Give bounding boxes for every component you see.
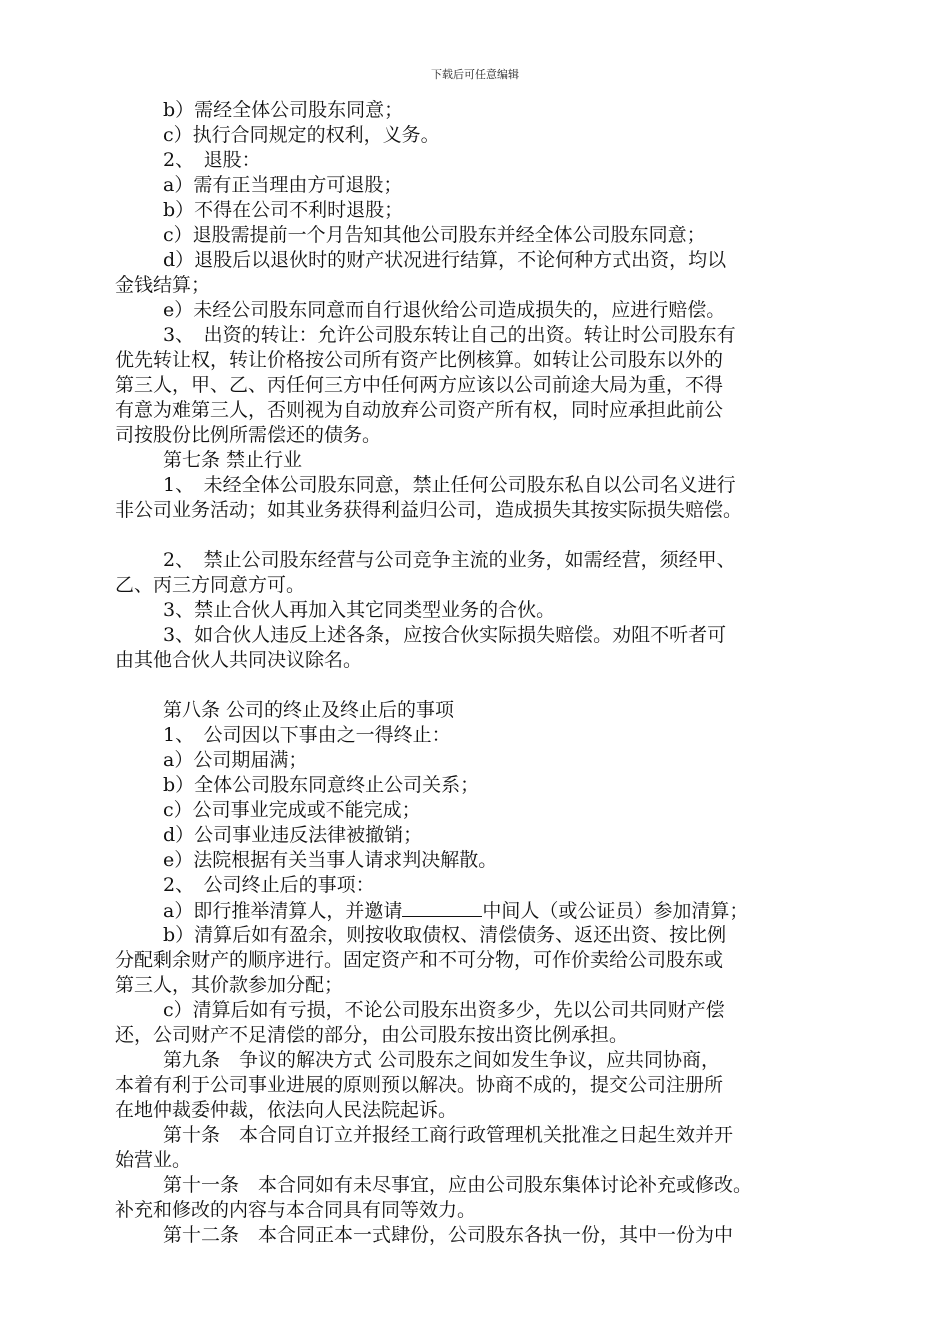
text-line — [115, 298, 855, 323]
line-text: e）法院根据有关当事人请求判决解散。 — [163, 849, 498, 871]
text-line — [115, 223, 855, 248]
line-text: 第九条 争议的解决方式 公司股东之间如发生争议，应共同协商， — [163, 1049, 721, 1071]
line-text: 在地仲裁委仲裁，依法向人民法院起诉。 — [115, 1099, 458, 1121]
text-line — [115, 173, 855, 198]
line-text: 乙、丙三方同意方可。 — [115, 574, 306, 596]
text-line — [115, 98, 855, 123]
text-line — [115, 698, 855, 723]
line-text: b）全体公司股东同意终止公司关系； — [163, 774, 480, 796]
text-line — [115, 1048, 855, 1073]
text-line — [115, 248, 855, 273]
line-text: 司按股份比例所需偿还的债务。 — [115, 424, 382, 446]
fill-in-blank — [402, 898, 482, 917]
line-text: a）需有正当理由方可退股； — [163, 174, 403, 196]
line-text: 始营业。 — [115, 1149, 192, 1171]
line-text: d）退股后以退伙时的财产状况进行结算，不论何种方式出资，均以 — [163, 249, 727, 271]
text-line — [115, 448, 855, 473]
line-text: c）退股需提前一个月告知其他公司股东并经全体公司股东同意； — [163, 224, 706, 246]
text-line — [115, 1098, 855, 1123]
text-line — [115, 798, 855, 823]
line-text: 还，公司财产不足清偿的部分，由公司股东按出资比例承担。 — [115, 1024, 629, 1046]
text-line — [115, 1023, 855, 1048]
text-line — [115, 1173, 855, 1198]
text-line — [115, 473, 855, 498]
line-text: b）清算后如有盈余，则按收取债权、清偿债务、返还出资、按比例 — [163, 924, 727, 946]
text-line — [115, 998, 855, 1023]
line-text: 2、 公司终止后的事项： — [163, 874, 375, 896]
text-line — [115, 1148, 855, 1173]
page-header: 下载后可任意编辑 — [431, 68, 519, 81]
line-text: 第十二条 本合同正本一式肆份，公司股东各执一份，其中一份为中 — [163, 1224, 734, 1246]
line-text: 2、 退股： — [163, 149, 261, 171]
text-line — [115, 948, 855, 973]
text-line — [115, 723, 855, 748]
text-line — [115, 573, 855, 598]
line-text: b）需经全体公司股东同意； — [163, 99, 404, 121]
line-text: a）即行推举清算人，并邀请 — [163, 900, 403, 922]
text-line — [115, 623, 855, 648]
line-text: 补充和修改的内容与本合同具有同等效力。 — [115, 1199, 477, 1221]
text-line — [115, 748, 855, 773]
line-text: 3、禁止合伙人再加入其它同类型业务的合伙。 — [163, 599, 556, 621]
line-text: 2、 禁止公司股东经营与公司竞争主流的业务，如需经营，须经甲、 — [163, 549, 736, 571]
text-line — [115, 548, 855, 573]
text-line — [115, 148, 855, 173]
text-line — [115, 648, 855, 673]
blank-line — [115, 673, 855, 698]
text-line — [115, 498, 855, 523]
line-text: 分配剩余财产的顺序进行。固定资产和不可分物，可作价卖给公司股东或 — [115, 949, 724, 971]
line-text: 1、 公司因以下事由之一得终止： — [163, 724, 451, 746]
line-text: 优先转让权，转让价格按公司所有资产比例核算。如转让公司股东以外的 — [115, 349, 724, 371]
line-text: 第七条 禁止行业 — [163, 449, 303, 471]
line-text: 第十一条 本合同如有未尽事宜，应由公司股东集体讨论补充或修改。 — [163, 1174, 753, 1196]
line-text: d）公司事业违反法律被撤销； — [163, 824, 423, 846]
text-line — [115, 273, 855, 298]
text-line — [115, 323, 855, 348]
text-line — [115, 973, 855, 998]
line-text: 本着有利于公司事业进展的原则预以解决。协商不成的，提交公司注册所 — [115, 1074, 724, 1096]
text-line — [115, 123, 855, 148]
line-text: 3、 出资的转让：允许公司股东转让自己的出资。转让时公司股东有 — [163, 324, 736, 346]
text-line — [115, 373, 855, 398]
text-line — [115, 348, 855, 373]
line-text: c）公司事业完成或不能完成； — [163, 799, 421, 821]
line-text: c）执行合同规定的权利，义务。 — [163, 124, 440, 146]
line-text: b）不得在公司不利时退股； — [163, 199, 404, 221]
text-line — [115, 848, 855, 873]
line-text: 有意为难第三人，否则视为自动放弃公司资产所有权，同时应承担此前公 — [115, 399, 724, 421]
document-body — [115, 98, 855, 1248]
line-text: a）公司期届满； — [163, 749, 308, 771]
line-text: 第八条 公司的终止及终止后的事项 — [163, 699, 455, 721]
line-text: 第三人，其价款参加分配； — [115, 974, 344, 996]
line-text: 非公司业务活动；如其业务获得利益归公司，造成损失其按实际损失赔偿。 — [115, 499, 743, 521]
text-line — [115, 1073, 855, 1098]
text-line — [115, 198, 855, 223]
line-text: e）未经公司股东同意而自行退伙给公司造成损失的，应进行赔偿。 — [163, 299, 726, 321]
text-line — [115, 898, 855, 923]
text-line — [115, 873, 855, 898]
blank-line — [115, 523, 855, 548]
text-line — [115, 823, 855, 848]
line-text: 3、如合伙人违反上述各条，应按合伙实际损失赔偿。劝阻不听者可 — [163, 624, 727, 646]
line-text: c）清算后如有亏损，不论公司股东出资多少，先以公司共同财产偿 — [163, 999, 725, 1021]
line-text: 1、 未经全体公司股东同意，禁止任何公司股东私自以公司名义进行 — [163, 474, 736, 496]
text-line — [115, 598, 855, 623]
text-line — [115, 1198, 855, 1223]
text-line — [115, 1123, 855, 1148]
text-line — [115, 1223, 855, 1248]
line-text: 第十条 本合同自订立并报经工商行政管理机关批准之日起生效并开 — [163, 1124, 734, 1146]
line-text: 金钱结算； — [115, 274, 211, 296]
line-text-continued: 中间人（或公证员）参加清算； — [482, 900, 749, 922]
line-text: 第三人，甲、乙、丙任何三方中任何两方应该以公司前途大局为重，不得 — [115, 374, 724, 396]
text-line — [115, 773, 855, 798]
text-line — [115, 398, 855, 423]
text-line — [115, 923, 855, 948]
text-line — [115, 423, 855, 448]
line-text: 由其他合伙人共同决议除名。 — [115, 649, 363, 671]
